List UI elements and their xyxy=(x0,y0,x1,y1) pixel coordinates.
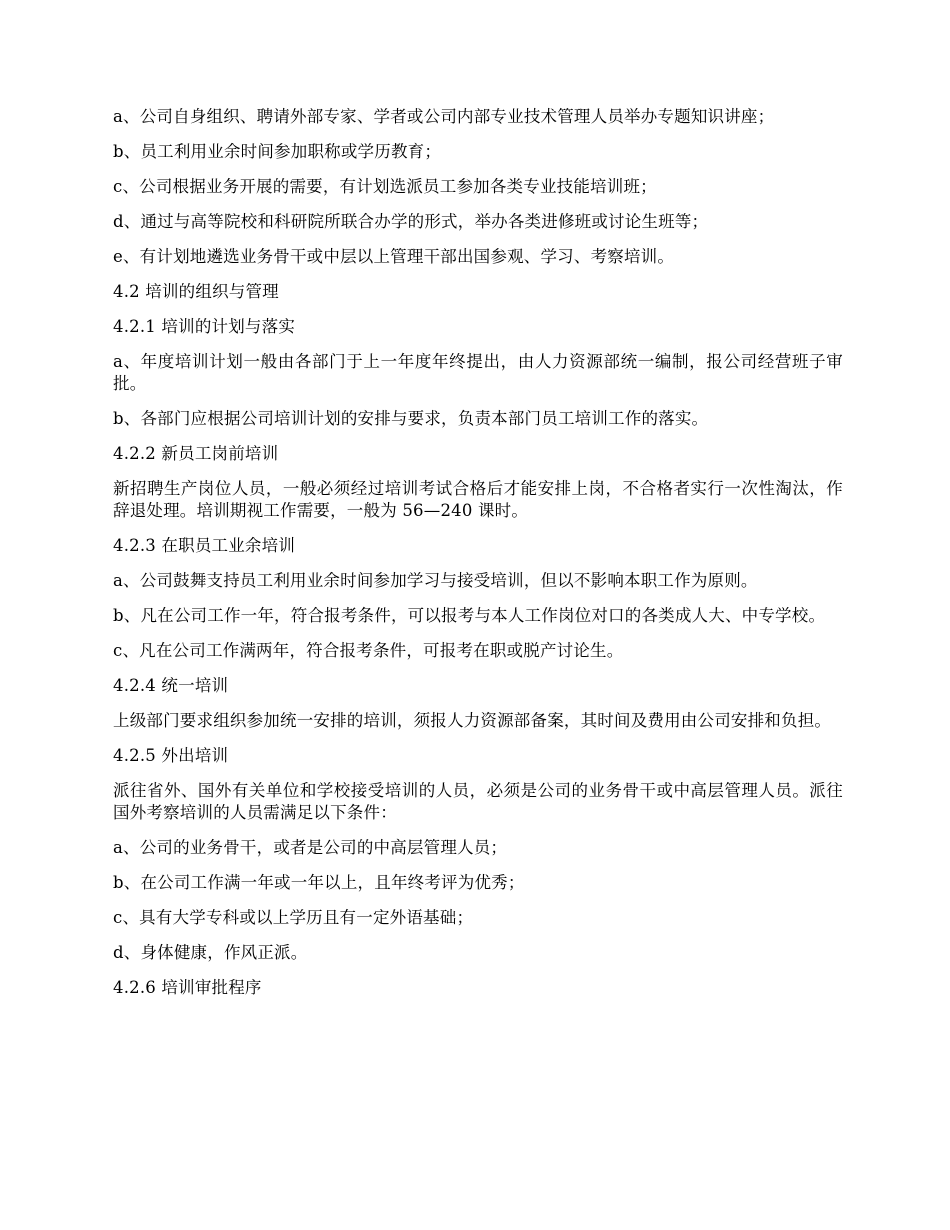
section-heading-4-2-3: 4.2.3 在职员工业余培训 xyxy=(113,536,296,555)
list-item-skill-training: c、公司根据业务开展的需要，有计划选派员工参加各类专业技能培训班； xyxy=(113,177,657,196)
list-item-encourage-study: a、公司鼓舞支持员工利用业余时间参加学习与接受培训，但以不影响本职工作为原则。 xyxy=(113,571,758,590)
list-item-condition-health: d、身体健康，作风正派。 xyxy=(113,943,308,962)
body-paragraph-new-employee: 新招聘生产岗位人员，一般必须经过培训考试合格后才能安排上岗，不合格者实行一次性淘汰，作辞退处理。培训期视工作需要，一般为 56—240 课时。 xyxy=(113,479,843,520)
list-item-joint-school: d、通过与高等院校和科研院所联合办学的形式，举办各类进修班或讨论生班等； xyxy=(113,212,709,231)
list-item-condition-backbone: a、公司的业务骨干，或者是公司的中高层管理人员； xyxy=(113,838,508,857)
section-heading-4-2-2: 4.2.2 新员工岗前培训 xyxy=(113,444,279,463)
list-item-annual-plan: a、年度培训计划一般由各部门于上一年度年终提出，由人力资源部统一编制，报公司经营班子审批。 xyxy=(113,352,843,393)
section-heading-4-2-5: 4.2.5 外出培训 xyxy=(113,746,229,765)
section-heading-4-2-1: 4.2.1 培训的计划与落实 xyxy=(113,317,296,336)
section-heading-4-2: 4.2 培训的组织与管理 xyxy=(113,282,279,301)
list-item-condition-tenure: b、在公司工作满一年或一年以上，且年终考评为优秀； xyxy=(113,873,525,892)
list-item-spare-time-education: b、员工利用业余时间参加职称或学历教育； xyxy=(113,142,442,161)
section-heading-4-2-4: 4.2.4 统一培训 xyxy=(113,676,229,695)
list-item-overseas-training: e、有计划地遴选业务骨干或中层以上管理干部出国参观、学习、考察培训。 xyxy=(113,247,675,266)
section-heading-4-2-6: 4.2.6 培训审批程序 xyxy=(113,978,262,997)
list-item-adult-college: b、凡在公司工作一年，符合报考条件，可以报考与本人工作岗位对口的各类成人大、中专学校。 xyxy=(113,606,826,625)
list-item-lecture: a、公司自身组织、聘请外部专家、学者或公司内部专业技术管理人员举办专题知识讲座； xyxy=(113,107,775,126)
list-item-graduate-study: c、凡在公司工作满两年，符合报考条件，可报考在职或脱产讨论生。 xyxy=(113,641,624,660)
list-item-condition-education: c、具有大学专科或以上学历且有一定外语基础； xyxy=(113,908,474,927)
list-item-plan-implementation: b、各部门应根据公司培训计划的安排与要求，负责本部门员工培训工作的落实。 xyxy=(113,409,709,428)
body-paragraph-unified-training: 上级部门要求组织参加统一安排的培训，须报人力资源部备案，其时间及费用由公司安排和负担。 xyxy=(113,711,832,730)
body-paragraph-external-training: 派往省外、国外有关单位和学校接受培训的人员，必须是公司的业务骨干或中高层管理人员。派往国外考察培训的人员需满足以下条件： xyxy=(113,781,843,822)
document-page xyxy=(113,106,843,1012)
